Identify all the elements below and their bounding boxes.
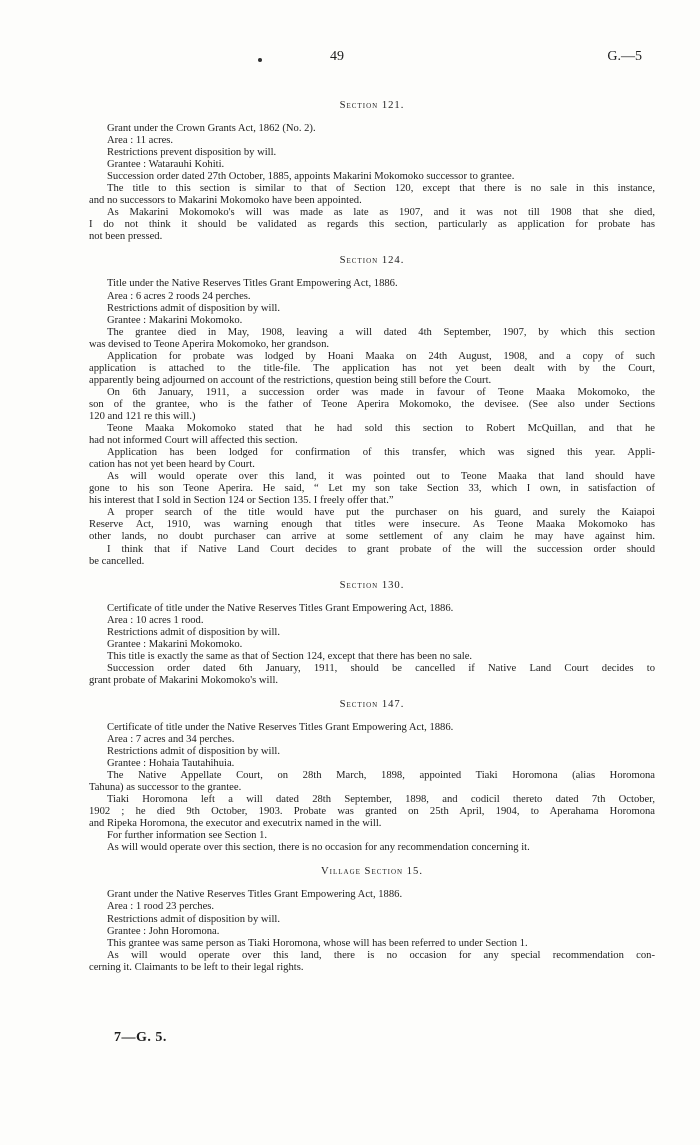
text-line: 1902 ; he died 9th October, 1903. Probate was granted on 25th April, 1904, to Aperahama Horomona [89,806,655,818]
text-line: his interest that I sold in Section 124 or Section 135. I freely offer that.” [89,495,394,507]
text-line: Restrictions admit of disposition by will. [107,626,281,638]
text-line: Area : 6 acres 2 roods 24 perches. [107,290,251,302]
document-reference: G.—5 [607,49,642,64]
text-line: other lands, no doubt purchaser can arrive at some settlement of any claim he may have against him. [89,531,655,543]
text-line: As Makarini Mokomoko's will was made as late as 1907, and it was not till 1908 that she died, [107,207,655,219]
text-line: For further information see Section 1. [107,830,268,842]
section-heading: Section 130. [339,579,405,591]
text-line: Area : 11 acres. [107,135,174,147]
text-line: As will would operate over this land, there is no occasion for any special recommendation con- [107,949,655,961]
section-heading: Section 147. [339,698,405,710]
text-line: grant probate of Makarini Mokomoko's will. [89,674,279,686]
text-line: be cancelled. [89,555,145,567]
text-line: Area : 7 acres and 34 perches. [107,733,235,745]
text-line: and Ripeka Horomona, the executor and executrix named in the will. [89,818,382,830]
text-line: The title to this section is similar to that of Section 120, except that there is no sale in this instance, [107,183,655,195]
text-line: Grantee : Makarini Mokomoko. [107,638,243,650]
text-line: The grantee died in May, 1908, leaving a will dated 4th September, 1907, by which this section [107,326,655,338]
text-line: As will would operate over this section, there is no occasion for any recommendation concerning it. [107,842,530,854]
text-line: Grant under the Crown Grants Act, 1862 (No. 2). [107,123,316,134]
text-line: On 6th January, 1911, a succession order was made in favour of Teone Maaka Mokomoko, the [107,386,655,398]
text-line: 120 and 121 re this will.) [89,410,196,422]
section-block [89,254,655,567]
text-line: Tiaki Horomona left a will dated 28th September, 1898, and codicil thereto dated 7th October, [107,794,655,806]
ink-dot [258,58,262,62]
text-line: This title is exactly the same as that of Section 124, except that there has been no sale. [107,650,473,662]
page-number: 49 [330,49,344,64]
text-line: apparently being adjourned on account of the restrictions, question being still before the Court. [89,374,492,386]
text-line: Application for probate was lodged by Hoani Maaka on 24th August, 1908, and a copy of such [107,350,655,362]
text-line: application is attached to the title-file. The application has not yet been dealt with by the Court, [89,362,655,374]
text-line: Restrictions prevent disposition by will. [107,147,277,159]
text-line: Application has been lodged for confirmation of this transfer, which was signed this year. Appli- [107,447,655,459]
section-heading: Section 124. [339,255,405,267]
section-block [89,865,655,973]
text-line: Grantee : Watarauhi Kohiti. [107,159,225,171]
text-line: Succession order dated 27th October, 1885, appoints Makarini Mokomoko successor to grantee. [107,171,515,183]
section-block [89,698,655,855]
text-line: Grant under the Native Reserves Titles Grant Empowering Act, 1886. [107,889,403,901]
section-heading: Section 121. [339,100,405,111]
text-line: Reserve Act, 1910, was warning enough that titles were insecure. As Teone Maaka Mokomoko has [89,519,655,531]
text-line: Grantee : Makarini Mokomoko. [107,314,243,326]
signature-mark: 7—G. 5. [114,1030,167,1045]
text-line: As will would operate over this land, it was pointed out to Teone Maaka that land should have [107,471,655,483]
text-line: Area : 1 rood 23 perches. [107,901,215,913]
text-line: son of the grantee, who is the father of Teone Aperira Mokomoko, the devisee. (See also under Sections [89,398,655,410]
text-line: Certificate of title under the Native Reserves Titles Grant Empowering Act, 1886. [107,602,454,614]
text-line: I do not think it should be validated as regards this section, particularly as application for probate has [89,219,655,231]
text-line: Restrictions admit of disposition by will. [107,913,281,925]
text-line: I think that if Native Land Court decides to grant probate of the will the succession order should [107,543,655,555]
text-line: Succession order dated 6th January, 1911, should be cancelled if Native Land Court decides to [107,662,655,674]
text-line: cerning it. Claimants to be left to their legal rights. [89,961,304,973]
text-line: Tahuna) as successor to the grantee. [89,782,242,794]
text-line: Grantee : John Horomona. [107,925,220,937]
text-line: had not informed Court will affected this section. [89,435,298,447]
text-line: gone to his son Teone Aperira. He said, “ Let my son take Section 33, which I own, in satisfaction of [89,483,655,495]
body-column [89,99,655,985]
text-line: and no successors to Makarini Mokomoko have been appointed. [89,195,362,207]
section-block [89,99,655,243]
text-line: The Native Appellate Court, on 28th March, 1898, appointed Tiaki Horomona (alias Horomona [107,770,655,782]
text-line: This grantee was same person as Tiaki Horomona, whose will has been referred to under Section 1. [107,937,528,949]
text-line: not been pressed. [89,231,163,243]
text-line: cation has not yet been heard by Court. [89,459,255,471]
text-line: Grantee : Hohaia Tautahihuia. [107,758,235,770]
text-line: A proper search of the title would have put the purchaser on his guard, and surely the Kaiapoi [107,507,655,519]
text-line: Certificate of title under the Native Reserves Titles Grant Empowering Act, 1886. [107,721,454,733]
text-line: Teone Maaka Mokomoko stated that he had sold this section to Robert McQuillan, and that he [107,423,655,435]
section-heading: Village Section 15. [320,866,423,878]
text-line: Restrictions admit of disposition by will. [107,746,281,758]
text-line: was devised to Teone Aperira Mokomoko, her grandson. [89,338,330,350]
text-line: Title under the Native Reserves Titles Grant Empowering Act, 1886. [107,278,398,290]
section-block [89,579,655,687]
text-line: Restrictions admit of disposition by will. [107,302,281,314]
text-line: Area : 10 acres 1 rood. [107,614,204,626]
